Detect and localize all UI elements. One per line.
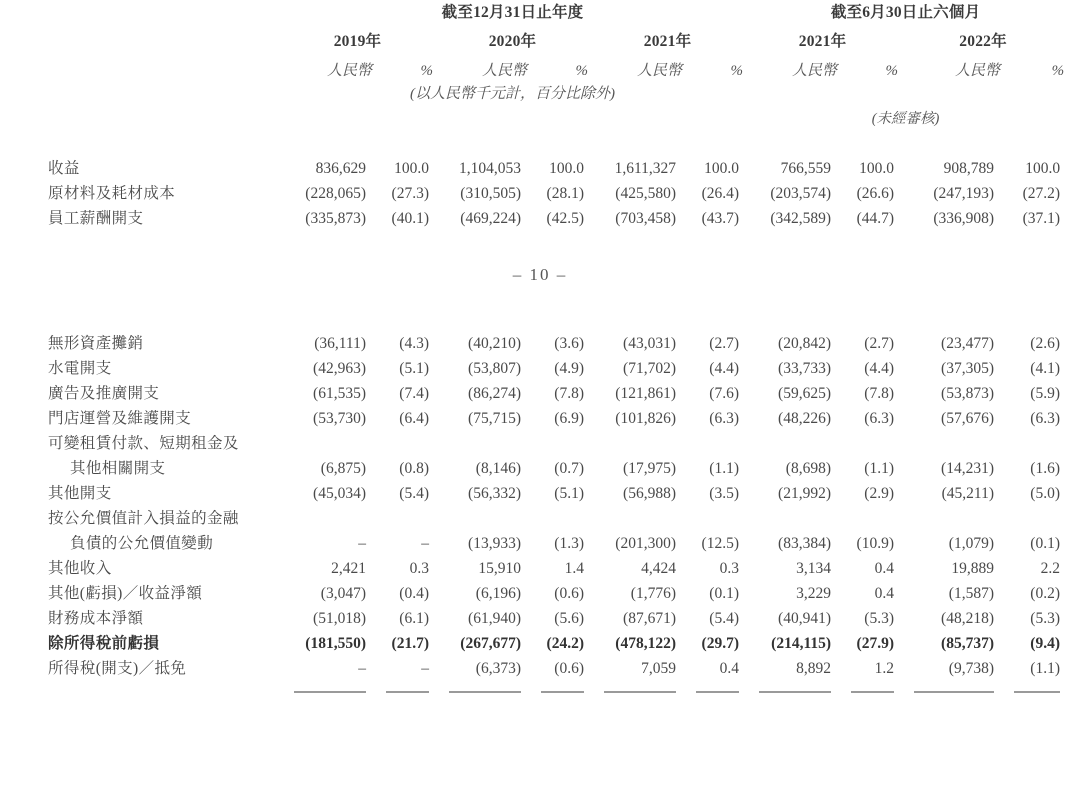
header-caption-row — [48, 59, 1066, 82]
row-value: (26.4) — [701, 185, 740, 202]
header-group-interim: 截至6月30日止六個月 — [830, 4, 981, 21]
table-row — [48, 381, 1066, 406]
row-value — [1000, 506, 1066, 531]
table-row — [48, 656, 1066, 681]
row-value — [280, 506, 372, 531]
row-value: (56,988) — [623, 485, 676, 502]
row-value: (336,908) — [933, 210, 995, 227]
underline-spacer — [48, 681, 280, 693]
row-value — [435, 431, 527, 456]
row-value: (1.1) — [709, 460, 739, 477]
row-label: 門店運營及維護開支 — [48, 410, 192, 427]
table-row — [48, 606, 1066, 631]
row-value — [745, 431, 837, 456]
row-value: (48,218) — [941, 610, 994, 627]
row-value: (335,873) — [305, 210, 366, 227]
row-value: (5.6) — [554, 610, 584, 627]
row-value — [527, 506, 590, 531]
header-audit-note: (未經審核) — [871, 111, 940, 127]
row-value: – — [358, 660, 366, 677]
row-value: (0.2) — [1030, 585, 1060, 602]
underline-col-8 — [837, 681, 900, 693]
row-value: (21.7) — [391, 635, 429, 652]
header-percent-2022h: % — [1051, 63, 1065, 79]
row-value — [900, 506, 1000, 531]
row-value: (45,034) — [313, 485, 366, 502]
row-value: (5.9) — [1030, 385, 1060, 402]
underline-col-3 — [435, 681, 527, 693]
row-label: 原材料及耗材成本 — [48, 185, 176, 202]
row-label: 收益 — [48, 160, 80, 177]
row-value: (48,226) — [778, 410, 831, 427]
row-value: (6.1) — [399, 610, 429, 627]
row-value: – — [421, 660, 429, 677]
row-value: (3.6) — [554, 335, 584, 352]
table-row — [48, 556, 1066, 581]
row-value — [900, 431, 1000, 456]
row-value: (87,671) — [623, 610, 676, 627]
row-value: (53,730) — [313, 410, 366, 427]
row-value: (17,975) — [623, 460, 676, 477]
underline-col-1 — [280, 681, 372, 693]
row-value: (181,550) — [305, 635, 366, 652]
row-value: (61,535) — [313, 385, 366, 402]
row-value: 2,421 — [331, 560, 366, 577]
row-value: (1.1) — [1030, 660, 1060, 677]
row-value: (5.1) — [554, 485, 584, 502]
row-value: (2.7) — [709, 335, 739, 352]
row-value: (4.3) — [399, 335, 429, 352]
row-value: (478,122) — [615, 635, 676, 652]
table-row — [48, 481, 1066, 506]
row-value: (61,940) — [468, 610, 521, 627]
row-value: (85,737) — [941, 635, 994, 652]
row-value: (121,861) — [615, 385, 676, 402]
row-value: (0.6) — [554, 585, 584, 602]
row-label: 其他收入 — [48, 560, 112, 577]
header-currency-2022h: 人民幣 — [955, 63, 1001, 79]
row-value: 8,892 — [796, 660, 831, 677]
row-value: (53,873) — [941, 385, 994, 402]
financial-table-bottom-body — [48, 331, 1066, 681]
row-value: 3,229 — [796, 585, 831, 602]
row-value: (7.6) — [709, 385, 739, 402]
row-value: 100.0 — [394, 160, 429, 177]
header-spacer-left-5 — [48, 107, 745, 132]
header-percent-2019: % — [420, 63, 433, 79]
header-year-2022-interim: 2022年 — [959, 33, 1007, 50]
row-value: (0.1) — [709, 585, 739, 602]
header-unit-note: (以人民幣千元計，百分比除外) — [410, 86, 616, 102]
row-value: (1.1) — [864, 460, 894, 477]
row-value: (29.7) — [701, 635, 739, 652]
row-label: 其他(虧損)／收益淨額 — [48, 585, 203, 602]
row-value: 0.4 — [874, 560, 894, 577]
row-value: 766,559 — [780, 160, 832, 177]
row-value: (6.3) — [864, 410, 894, 427]
row-value: (5.3) — [864, 610, 894, 627]
row-value: (5.4) — [399, 485, 429, 502]
row-value: (703,458) — [615, 210, 676, 227]
row-value: (42.5) — [546, 210, 584, 227]
row-value: (101,826) — [615, 410, 676, 427]
header-year-2021-annual: 2021年 — [643, 33, 692, 50]
header-group-row — [48, 0, 1066, 29]
header-spacer-left-2 — [48, 29, 280, 59]
underline-col-7 — [745, 681, 837, 693]
row-value: (342,589) — [770, 210, 832, 227]
row-label: 其他開支 — [48, 485, 112, 502]
row-value: (5.3) — [1030, 610, 1060, 627]
row-value: (4.4) — [709, 360, 739, 377]
row-value — [1000, 431, 1066, 456]
row-value: (4.4) — [864, 360, 894, 377]
row-value: (425,580) — [615, 185, 676, 202]
row-value: 1,104,053 — [459, 160, 521, 177]
row-value: (75,715) — [468, 410, 521, 427]
row-value: (2.6) — [1030, 335, 1060, 352]
row-value: (13,933) — [468, 535, 521, 552]
row-value: (43.7) — [701, 210, 740, 227]
row-value: (42,963) — [313, 360, 366, 377]
row-value: (6,373) — [475, 660, 521, 677]
row-value: (83,384) — [778, 535, 831, 552]
row-value: (201,300) — [615, 535, 676, 552]
row-value: (86,274) — [468, 385, 521, 402]
header-currency-2019: 人民幣 — [326, 63, 372, 79]
header-spacer-left-3 — [48, 59, 280, 82]
row-value: (3,047) — [320, 585, 366, 602]
row-value: (203,574) — [770, 185, 832, 202]
row-value — [682, 506, 745, 531]
row-value: 0.4 — [874, 585, 894, 602]
underline-col-10 — [1000, 681, 1066, 693]
header-percent-2021: % — [730, 63, 744, 79]
row-value: (6.3) — [709, 410, 739, 427]
table-row — [48, 406, 1066, 431]
header-group-annual: 截至12月31日止年度 — [441, 4, 584, 21]
row-value: 100.0 — [704, 160, 740, 177]
row-value: 1,611,327 — [614, 160, 676, 177]
header-year-row — [48, 29, 1066, 59]
row-value: (0.4) — [399, 585, 429, 602]
table-row — [48, 631, 1066, 656]
row-value: (0.8) — [399, 460, 429, 477]
header-year-2019: 2019年 — [333, 33, 382, 50]
row-value: (56,332) — [468, 485, 521, 502]
header-currency-2021h: 人民幣 — [792, 63, 838, 79]
row-value: (4.9) — [554, 360, 584, 377]
row-value: (21,992) — [778, 485, 831, 502]
row-value: (7.8) — [554, 385, 584, 402]
row-value: 15,910 — [478, 560, 521, 577]
financial-table-bottom — [48, 331, 1066, 693]
row-value: (6,875) — [320, 460, 366, 477]
row-value: 0.4 — [719, 660, 739, 677]
row-label: 廣告及推廣開支 — [48, 385, 160, 402]
row-value — [435, 506, 527, 531]
row-value — [745, 506, 837, 531]
row-value: 1.2 — [874, 660, 894, 677]
underline-col-9 — [900, 681, 1000, 693]
row-value — [590, 431, 682, 456]
row-value: – — [421, 535, 429, 552]
header-percent-2021h: % — [885, 63, 899, 79]
row-value: (7.8) — [864, 385, 894, 402]
header-year-2020: 2020年 — [488, 33, 537, 50]
underline-col-5 — [590, 681, 682, 693]
row-value: (6.3) — [1030, 410, 1060, 427]
table-row — [48, 431, 1066, 456]
row-value: (6.4) — [399, 410, 429, 427]
row-value: (27.9) — [856, 635, 894, 652]
row-value: (1.6) — [1030, 460, 1060, 477]
row-value: (37,305) — [941, 360, 994, 377]
row-value — [280, 431, 372, 456]
row-value: (469,224) — [460, 210, 521, 227]
row-label: 員工薪酬開支 — [48, 210, 144, 227]
row-label: 其他相關開支 — [70, 460, 166, 477]
row-value: 4,424 — [641, 560, 676, 577]
row-label: 負債的公允價值變動 — [70, 535, 214, 552]
row-value: (28.1) — [546, 185, 584, 202]
row-value: (8,146) — [475, 460, 521, 477]
header-bottom-spacer — [48, 132, 1066, 144]
underline-col-2 — [372, 681, 435, 693]
row-value: 2.2 — [1040, 560, 1060, 577]
row-value: (1.3) — [554, 535, 584, 552]
row-value — [372, 506, 435, 531]
row-value: (1,587) — [948, 585, 994, 602]
underline-col-4 — [527, 681, 590, 693]
row-value: (5.0) — [1030, 485, 1060, 502]
row-value: (9,738) — [948, 660, 994, 677]
row-value: (9.4) — [1030, 635, 1060, 652]
row-value: (8,698) — [785, 460, 831, 477]
row-value — [372, 431, 435, 456]
row-value — [837, 431, 900, 456]
row-value: (4.1) — [1030, 360, 1060, 377]
row-value: 100.0 — [859, 160, 895, 177]
header-year-2021-interim: 2021年 — [798, 33, 847, 50]
row-value: (37.1) — [1022, 210, 1061, 227]
section-gap — [0, 285, 1080, 331]
row-value: 836,629 — [315, 160, 366, 177]
row-value: (6.9) — [554, 410, 584, 427]
header-spacer-left — [48, 0, 280, 29]
row-value: (1,776) — [630, 585, 676, 602]
row-value — [590, 506, 682, 531]
header-unit-note-row — [48, 82, 1066, 107]
financial-table-top — [48, 0, 1066, 231]
row-value: 19,889 — [951, 560, 994, 577]
row-value: (23,477) — [941, 335, 994, 352]
row-label: 無形資產攤銷 — [48, 335, 144, 352]
row-value: (27.2) — [1022, 185, 1061, 202]
row-value: (45,211) — [941, 485, 994, 502]
row-value — [837, 506, 900, 531]
row-value: 0.3 — [409, 560, 429, 577]
row-value: (71,702) — [623, 360, 676, 377]
row-value: (26.6) — [856, 185, 895, 202]
table-row — [48, 506, 1066, 531]
row-value: (10.9) — [856, 535, 894, 552]
row-value: (0.7) — [554, 460, 584, 477]
financial-table-top-body — [48, 156, 1066, 231]
row-value: (44.7) — [856, 210, 895, 227]
table-row — [48, 581, 1066, 606]
row-value: (5.1) — [399, 360, 429, 377]
row-value: (5.4) — [709, 610, 739, 627]
page-number: – 10 – — [512, 265, 568, 284]
row-value: (0.1) — [1030, 535, 1060, 552]
row-value: 908,789 — [943, 160, 995, 177]
row-value: 100.0 — [549, 160, 584, 177]
header-bottom-spacer-2 — [48, 144, 1066, 156]
table-row — [48, 331, 1066, 356]
header-currency-2020: 人民幣 — [481, 63, 527, 79]
row-value: – — [358, 535, 366, 552]
row-value: (2.9) — [864, 485, 894, 502]
row-value: (3.5) — [709, 485, 739, 502]
row-value: (40.1) — [391, 210, 429, 227]
header-spacer-right — [745, 82, 1066, 107]
row-label: 財務成本淨額 — [48, 610, 144, 627]
row-value: (267,677) — [460, 635, 521, 652]
totals-underline-row — [48, 681, 1066, 693]
row-value: 3,134 — [796, 560, 831, 577]
table-row — [48, 356, 1066, 381]
row-value: (36,111) — [314, 335, 366, 352]
row-value: (59,625) — [778, 385, 831, 402]
row-label: 按公允價值計入損益的金融 — [48, 510, 239, 527]
row-value: (43,031) — [623, 335, 676, 352]
row-value: 1.4 — [564, 560, 584, 577]
row-value: (40,941) — [778, 610, 831, 627]
table-row — [48, 206, 1066, 231]
row-value: (2.7) — [864, 335, 894, 352]
header-audit-note-row — [48, 107, 1066, 132]
row-value: (12.5) — [701, 535, 739, 552]
table-row — [48, 181, 1066, 206]
row-value: (27.3) — [391, 185, 429, 202]
row-value: (20,842) — [778, 335, 831, 352]
row-value — [527, 431, 590, 456]
row-value — [682, 431, 745, 456]
row-value: (0.6) — [554, 660, 584, 677]
row-label: 除所得稅前虧損 — [48, 635, 160, 652]
row-value: (214,115) — [771, 635, 831, 652]
underline-col-6 — [682, 681, 745, 693]
row-value: 7,059 — [641, 660, 676, 677]
header-percent-2020: % — [575, 63, 588, 79]
row-label: 水電開支 — [48, 360, 112, 377]
row-value: 100.0 — [1025, 160, 1061, 177]
row-value: (247,193) — [933, 185, 995, 202]
row-value: (6,196) — [475, 585, 521, 602]
header-spacer-left-4 — [48, 82, 280, 107]
row-value: (14,231) — [941, 460, 994, 477]
row-value: (53,807) — [468, 360, 521, 377]
row-value: (24.2) — [546, 635, 584, 652]
row-value: 0.3 — [719, 560, 739, 577]
row-label: 可變租賃付款、短期租金及 — [48, 435, 239, 452]
row-value: (228,065) — [305, 185, 366, 202]
row-value: (7.4) — [399, 385, 429, 402]
row-value: (1,079) — [948, 535, 994, 552]
row-label: 所得稅(開支)／抵免 — [48, 660, 187, 677]
table-row — [48, 531, 1066, 556]
row-value: (57,676) — [941, 410, 994, 427]
row-value: (33,733) — [778, 360, 831, 377]
table-row — [48, 456, 1066, 481]
row-value: (51,018) — [313, 610, 366, 627]
row-value: (310,505) — [460, 185, 521, 202]
table-row — [48, 156, 1066, 181]
row-value: (40,210) — [468, 335, 521, 352]
header-currency-2021: 人民幣 — [636, 63, 682, 79]
